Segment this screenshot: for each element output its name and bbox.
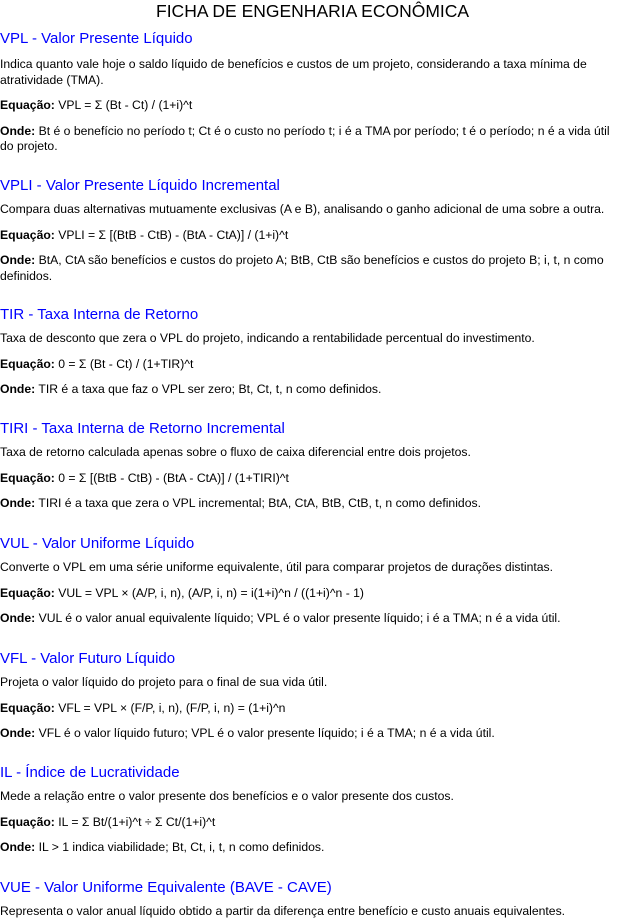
section-where (0, 496, 612, 512)
section-heading: VUE - Valor Uniforme Equivalente (BAVE - CAVE) (0, 879, 332, 896)
where-label: Onde: (0, 382, 36, 396)
equation-text: 0 = Σ (Bt - Ct) / (1+TIR)^t (58, 356, 194, 371)
document-title: FICHA DE ENGENHARIA ECONÔMICA (156, 1, 470, 21)
section-equation (0, 701, 612, 717)
section-equation (0, 98, 612, 114)
equation-text: VUL = VPL × (A/P, i, n), (A/P, i, n) = i(1+i)^n / ((1+i)^n - 1) (58, 585, 364, 600)
section-where (0, 382, 612, 398)
section-equation (0, 815, 612, 831)
where-text: Bt é o benefício no período t; Ct é o custo no período t; i é a TMA por período; t é o período; n é a vida útil do projeto. (0, 123, 610, 153)
equation-label: Equação: (0, 700, 55, 715)
where-label: Onde: (0, 123, 36, 138)
equation-label: Equação: (0, 585, 55, 600)
section-description: Compara duas alternativas mutuamente exclusivas (A e B), analisando o ganho adicional de uma sobre a outra. (0, 202, 605, 216)
section-description: Mede a relação entre o valor presente dos benefícios e o valor presente dos custos. (0, 789, 454, 803)
section-heading: VPLI - Valor Presente Líquido Incremental (0, 177, 280, 194)
section-equation (0, 357, 612, 373)
equation-text: 0 = Σ [(BtB - CtB) - (BtA - CtA)] / (1+TIRI)^t (58, 470, 289, 485)
equation-label: Equação: (0, 470, 55, 485)
equation-text: VPL = Σ (Bt - Ct) / (1+i)^t (58, 98, 193, 112)
where-text: VUL é o valor anual equivalente líquido; VPL é o valor presente líquido; i é a TMA; n é a vida útil. (38, 611, 561, 625)
equation-label: Equação: (0, 98, 55, 112)
section-equation (0, 228, 612, 244)
where-text: TIRI é a taxa que zera o VPL incremental; BtA, CtA, BtB, CtB, t, n como definidos. (38, 496, 481, 510)
section-vpli (0, 177, 612, 284)
where-text: IL > 1 indica viabilidade; Bt, Ct, i, t, n como definidos. (38, 840, 325, 854)
section-vpl (0, 30, 612, 155)
section-heading: VPL - Valor Presente Líquido (0, 30, 193, 47)
equation-label: Equação: (0, 356, 55, 371)
section-where (0, 611, 612, 627)
section-tiri (0, 420, 612, 512)
section-vfl (0, 650, 612, 742)
section-tir (0, 306, 612, 398)
equation-label: Equação: (0, 814, 55, 829)
section-vue (0, 879, 612, 919)
equation-text: VPLI = Σ [(BtB - CtB) - (BtA - CtA)] / (1+i)^t (58, 227, 289, 242)
equation-text: VFL = VPL × (F/P, i, n), (F/P, i, n) = (1+i)^n (58, 700, 286, 715)
section-heading: TIR - Taxa Interna de Retorno (0, 306, 199, 323)
where-label: Onde: (0, 726, 36, 740)
where-text: VFL é o valor líquido futuro; VPL é o valor presente líquido; i é a TMA; n é a vida útil. (38, 726, 495, 740)
equation-label: Equação: (0, 227, 55, 242)
section-heading: VUL - Valor Uniforme Líquido (0, 535, 195, 552)
section-where (0, 726, 612, 742)
section-description: Converte o VPL em uma série uniforme equivalente, útil para comparar projetos de durações distintas. (0, 560, 554, 574)
where-label: Onde: (0, 253, 36, 267)
section-heading: IL - Índice de Lucratividade (0, 764, 180, 781)
section-il (0, 764, 612, 856)
section-description: Representa o valor anual líquido obtido a partir da diferença entre benefício e custo anuais equivalentes. (0, 904, 566, 918)
where-label: Onde: (0, 496, 36, 510)
section-where (0, 253, 612, 284)
section-where (0, 124, 612, 155)
section-equation (0, 471, 612, 487)
section-heading: TIRI - Taxa Interna de Retorno Incremental (0, 420, 285, 437)
section-where (0, 840, 612, 856)
section-equation (0, 586, 612, 602)
section-vul (0, 535, 612, 627)
where-label: Onde: (0, 840, 36, 854)
section-description: Taxa de retorno calculada apenas sobre o fluxo de caixa diferencial entre dois projetos. (0, 445, 471, 459)
section-description: Taxa de desconto que zera o VPL do projeto, indicando a rentabilidade percentual do investimento. (0, 331, 535, 345)
section-description: Indica quanto vale hoje o saldo líquido de benefícios e custos de um projeto, considerando a taxa mínima de atratividade (TMA). (0, 57, 587, 87)
equation-text: IL = Σ Bt/(1+i)^t ÷ Σ Ct/(1+i)^t (58, 814, 216, 829)
where-label: Onde: (0, 611, 36, 625)
where-text: TIR é a taxa que faz o VPL ser zero; Bt, Ct, t, n como definidos. (38, 382, 382, 396)
section-heading: VFL - Valor Futuro Líquido (0, 650, 176, 667)
where-text: BtA, CtA são benefícios e custos do projeto A; BtB, CtB são benefícios e custos do projeto B; i, t, n como definidos. (0, 253, 604, 283)
section-description: Projeta o valor líquido do projeto para o final de sua vida útil. (0, 675, 328, 689)
